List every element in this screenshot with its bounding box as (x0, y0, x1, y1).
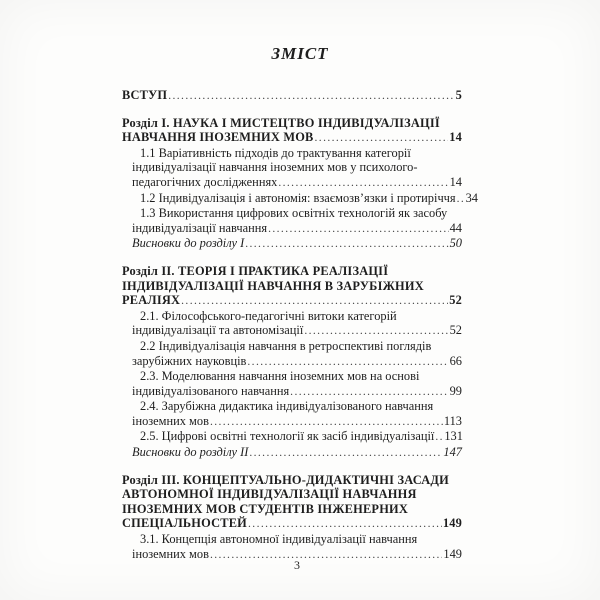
toc-entry-line (122, 293, 462, 309)
toc-entry-item-1-3 (122, 206, 462, 236)
toc-entry-line (132, 384, 462, 400)
dot-leader (247, 354, 448, 370)
dot-leader (315, 130, 449, 146)
toc-entry-rozdil-3 (122, 473, 462, 532)
toc-entry-text: ІНДИВІДУАЛІЗАЦІЇ НАВЧАННЯ В ЗАРУБІЖНИХ (122, 278, 424, 293)
toc-entry-line (132, 146, 462, 161)
dot-leader (278, 175, 448, 191)
toc-entry-line (132, 339, 462, 354)
toc-page-number: 149 (442, 516, 462, 531)
toc-entry-text: індивідуалізації та автономізації (132, 323, 304, 338)
toc-entry-item-2-2 (122, 339, 462, 369)
toc-entry-text: Розділ I. НАУКА І МИСТЕЦТВО ІНДИВІДУАЛІЗАЦІЇ (122, 115, 440, 130)
toc-entry-text: 3.1. Концепція автономної індивідуалізації навчання (140, 532, 418, 547)
toc-entry-item-1-2 (122, 190, 478, 207)
toc-page-number: 113 (443, 413, 462, 428)
toc-entry-vstup (122, 88, 462, 104)
toc-page-number: 131 (444, 429, 463, 444)
dot-leader (181, 293, 448, 309)
dot-leader (457, 191, 465, 207)
toc-page-number: 14 (449, 174, 462, 189)
toc-entry-line (122, 264, 462, 279)
toc-entry-line (122, 473, 462, 488)
toc-entry-visnovky-2 (122, 445, 462, 461)
toc-page-number: 5 (455, 88, 462, 102)
toc-entry-line (132, 414, 462, 430)
toc-entry-line (122, 487, 462, 502)
toc-entry-item-2-1 (122, 309, 462, 339)
toc-entry-line (132, 160, 462, 175)
toc-entry-rozdil-2 (122, 264, 462, 309)
dot-leader (168, 88, 454, 104)
toc-entry-text: індивідуалізації навчання (132, 220, 268, 235)
toc-entry-line (122, 130, 462, 146)
toc-entry-line (122, 116, 462, 131)
dot-leader (304, 323, 448, 339)
toc-page-number: 14 (449, 130, 462, 145)
toc-entry-line (132, 206, 462, 221)
toc-entry-line (132, 309, 462, 324)
toc-page-number: 66 (449, 353, 462, 368)
toc-entry-text: Висновки до розділу II (132, 445, 249, 460)
toc-entry-text: 2.3. Моделювання навчання іноземних мов на основі (140, 369, 420, 384)
toc-page-number: 147 (443, 445, 462, 460)
toc-entry-text: АВТОНОМНОЇ ІНДИВІДУАЛІЗАЦІЇ НАВЧАННЯ (122, 487, 417, 502)
toc-entry-line (122, 279, 462, 294)
toc-entry-line (122, 516, 462, 532)
toc-entry-text: Розділ II. ТЕОРІЯ І ПРАКТИКА РЕАЛІЗАЦІЇ (122, 263, 389, 278)
dot-leader (290, 384, 448, 400)
toc-page-number: 34 (465, 190, 478, 205)
toc-entry-text: СПЕЦІАЛЬНОСТЕЙ (122, 516, 248, 531)
dot-leader (249, 445, 442, 461)
toc-page-number: 50 (449, 236, 462, 251)
toc-entry-line (132, 354, 462, 370)
toc-entry-text: Висновки до розділу I (132, 236, 245, 251)
toc-entry-text: ІНОЗЕМНИХ МОВ СТУДЕНТІВ ІНЖЕНЕРНИХ (122, 501, 409, 516)
dot-leader (268, 221, 449, 237)
toc-entry-text: 1.1 Варіативність підходів до трактування категорії (140, 145, 411, 160)
toc-page-number: 149 (443, 546, 462, 561)
toc-entry-line (122, 88, 462, 104)
toc-entry-text: ВСТУП (122, 88, 168, 102)
toc-entry-line (132, 236, 462, 252)
toc-entry-text: РЕАЛІЯХ (122, 293, 181, 308)
toc-page-number: 52 (449, 293, 462, 308)
toc-entry-text: НАВЧАННЯ ІНОЗЕМНИХ МОВ (122, 130, 314, 145)
toc-entry-text: 2.2 Індивідуалізація навчання в ретроспективі поглядів (140, 338, 432, 353)
toc-entry-line (132, 369, 462, 384)
toc-entry-item-2-4 (122, 399, 462, 429)
toc-entry-visnovky-1 (122, 236, 462, 252)
toc-entry-line (132, 429, 462, 445)
toc-entry-text: 2.5. Цифрові освітні технології як засіб індивідуалізації (140, 429, 435, 444)
toc-entry-item-2-5 (122, 429, 462, 445)
toc-entry-text: іноземних мов (132, 546, 209, 561)
toc-entry-text: 2.1. Філософського-педагогічні витоки категорій (140, 308, 397, 323)
toc-entry-line (132, 399, 462, 414)
toc-list (122, 88, 478, 562)
toc-entry-text: педагогічних дослідженнях (132, 174, 278, 189)
toc-entry-text: зарубіжних науковців (132, 353, 247, 368)
toc-entry-line (122, 502, 462, 517)
dot-leader (210, 414, 443, 430)
toc-entry-text: індивідуалізації навчання іноземних мов у психолого- (132, 160, 418, 175)
toc-page-number: 52 (449, 323, 462, 338)
toc-page-number: 99 (449, 383, 462, 398)
toc-entry-text: іноземних мов (132, 413, 209, 428)
dot-leader (435, 429, 443, 445)
toc-entry-text: Розділ III. КОНЦЕПТУАЛЬНО-ДИДАКТИЧНІ ЗАСАДИ (122, 472, 449, 487)
toc-entry-line (132, 221, 462, 237)
toc-entry-text: 1.3 Використання цифрових освітніх технологій як засобу (140, 206, 448, 221)
toc-entry-line (132, 323, 462, 339)
toc-entry-item-2-3 (122, 369, 462, 399)
dot-leader (245, 236, 448, 252)
footer-page-number: 3 (294, 558, 300, 572)
toc-entry-line (132, 445, 462, 461)
toc-page-number: 44 (449, 220, 462, 235)
page-title: ЗМІСТ (271, 44, 329, 63)
toc-entry-line (132, 532, 462, 547)
toc-entry-text: 1.2 Індивідуалізація і автономія: взаємозв’язки і протиріччя (140, 190, 456, 205)
dot-leader (248, 516, 442, 532)
toc-entry-text: 2.4. Зарубіжна дидактика індивідуалізованого навчання (140, 399, 434, 414)
toc-entry-line (132, 190, 478, 207)
toc-entry-item-1-1 (122, 146, 462, 191)
toc-entry-rozdil-1 (122, 116, 462, 146)
toc-entry-line (132, 175, 462, 191)
toc-entry-text: індивідуалізованого навчання (132, 383, 290, 398)
